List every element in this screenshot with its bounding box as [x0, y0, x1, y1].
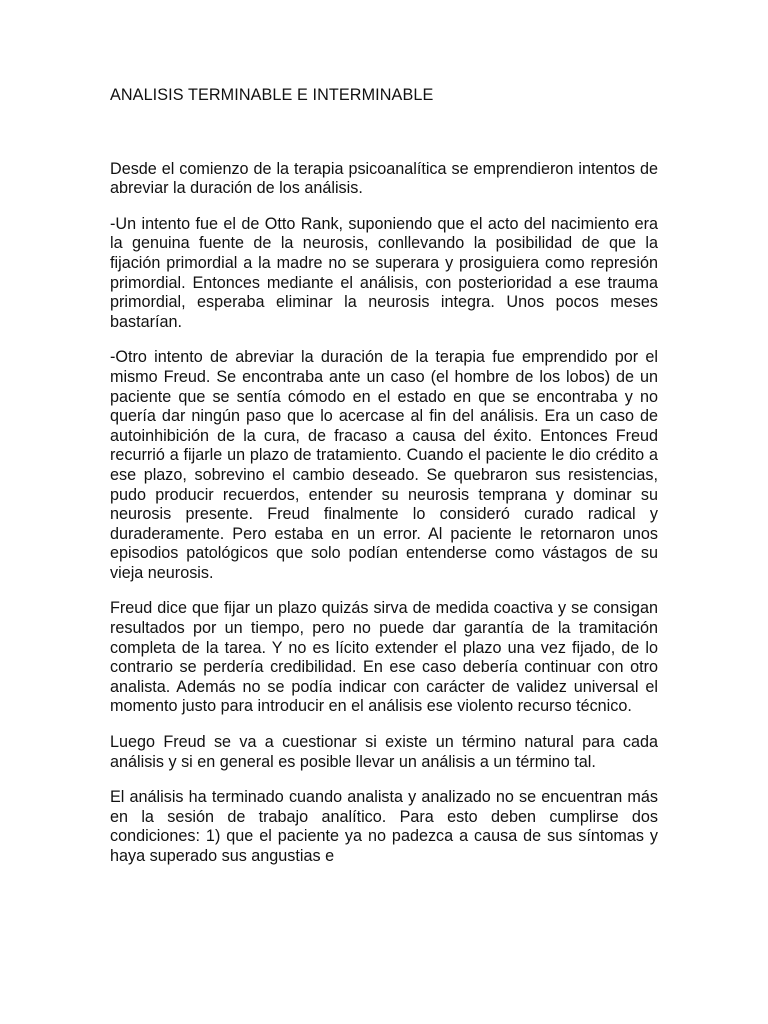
document-title: ANALISIS TERMINABLE E INTERMINABLE	[110, 86, 434, 104]
paragraph-intro: Desde el comienzo de la terapia psicoanalítica se emprendieron intentos de abreviar la duración de los análisis.	[110, 159, 658, 198]
paragraph-freud-attempt: -Otro intento de abreviar la duración de la terapia fue emprendido por el mismo Freud. Se encontraba ante un caso (el hombre de los lobos) de un paciente que se sentía cómodo en el estado en que se encontraba y no quería dar ningún paso que lo acercase al fin del análisis. Era un caso de autoinhibición de la cura, de fracaso a causa del éxito. Entonces Freud recurrió a fijarle un plazo de tratamiento. Cuando el paciente le dio crédito a ese plazo, sobrevino el cambio deseado. Se quebraron sus resistencias, pudo producir recuerdos, entender su neurosis temprana y dominar su neurosis presente. Freud finalmente lo consideró curado radical y duraderamente. Pero estaba en un error. Al paciente le retornaron unos episodios patológicos que solo podían entenderse como vástagos de su vieja neurosis.	[110, 348, 658, 582]
paragraph-otto-rank: -Un intento fue el de Otto Rank, suponiendo que el acto del nacimiento era la genuina fuente de la neurosis, conllevando la posibilidad de que la fijación primordial a la madre no se superara y prosiguiera como represión primordial. Entonces mediante el análisis, con posterioridad a ese trauma primordial, esperaba eliminar la neurosis integra. Unos pocos meses bastarían.	[110, 214, 658, 331]
document-body	[110, 86, 658, 867]
paragraph-fixed-term: Freud dice que fijar un plazo quizás sirva de medida coactiva y se consigan resultados por un tiempo, pero no puede dar garantía de la tramitación completa de la tarea. Y no es lícito extender el plazo una vez fijado, de lo contrario se perdería credibilidad. En ese caso debería continuar con otro analista. Además no se podía indicar con carácter de validez universal el momento justo para introducir en el análisis ese violento recurso técnico.	[110, 599, 658, 716]
paragraph-natural-end: Luego Freud se va a cuestionar si existe un término natural para cada análisis y si en general es posible llevar un análisis a un término tal.	[110, 733, 658, 771]
paragraph-analysis-ended: El análisis ha terminado cuando analista y analizado no se encuentran más en la sesión de trabajo analítico. Para esto deben cumplirse dos condiciones: 1) que el paciente ya no padezca a causa de sus síntomas y haya superado sus angustias e	[110, 788, 658, 865]
